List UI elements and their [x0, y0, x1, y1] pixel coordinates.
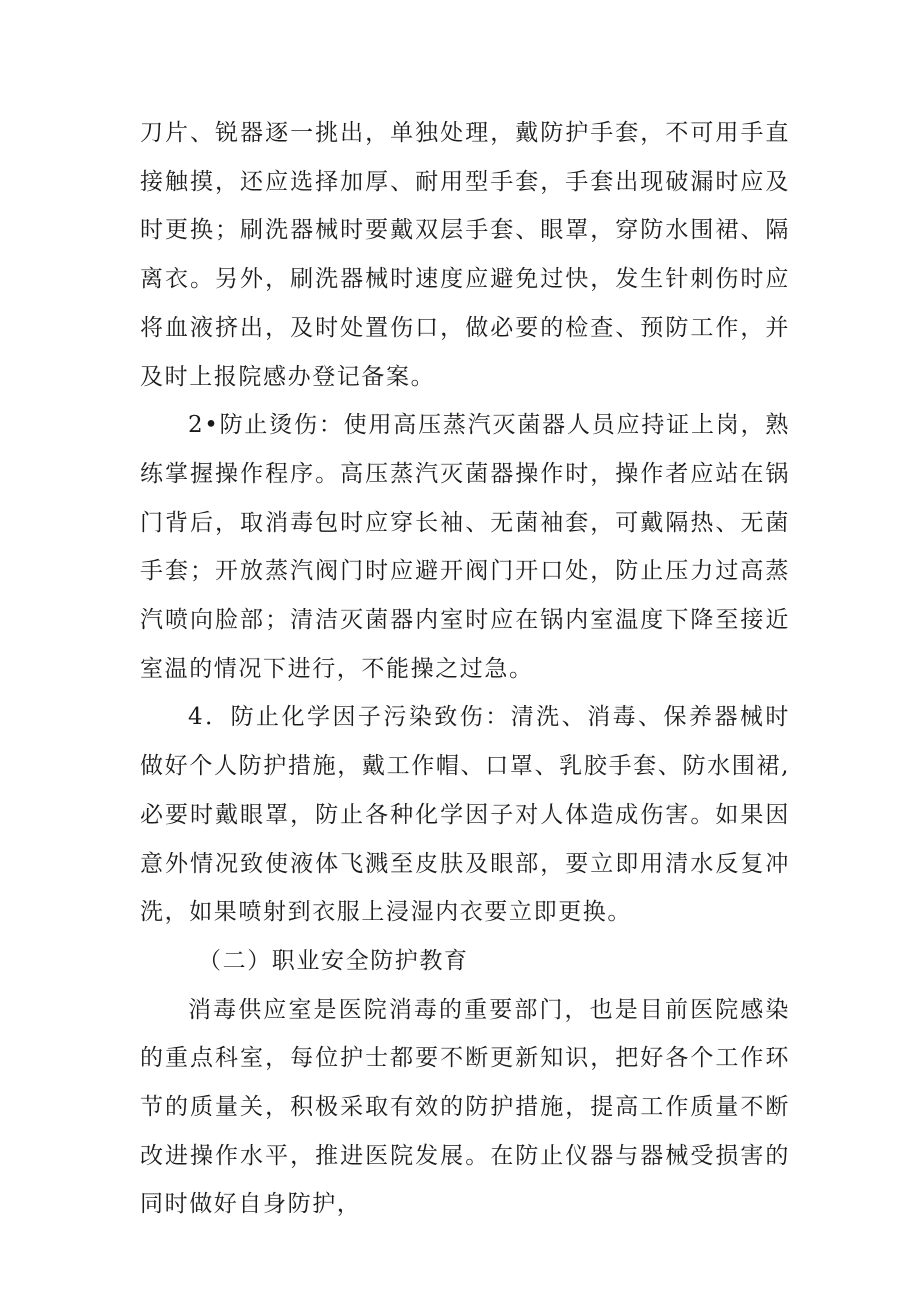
- document-body: [140, 109, 790, 1229]
- section-heading: （二）职业安全防护教育: [198, 947, 469, 974]
- paragraph-sharps-handling: 刀片、锐器逐一挑出，单独处理，戴防护手套，不可用手直接触摸，还应选择加厚、耐用型手套，手套出现破漏时应及时更换；刷洗器械时要戴双层手套、眼罩，穿防水围裙、隔离衣。另外，刷洗器械时速度应避免过快，发生针刺伤时应将血液挤出，及时处置伤口，做必要的检查、预防工作，并及时上报院感办登记备案。: [140, 120, 790, 390]
- paragraph-safety-education: 消毒供应室是医院消毒的重要部门，也是目前医院感染的重点科室，每位护士都要不断更新知识，把好各个工作环节的质量关，积极采取有效的防护措施，提高工作质量不断改进操作水平，推进医院发展。在防止仪器与器械受损害的同时做好自身防护，: [140, 996, 790, 1218]
- paragraph-burn-prevention: 2•防止烫伤：使用高压蒸汽灭菌器人员应持证上岗，熟练掌握操作程序。高压蒸汽灭菌器操作时，操作者应站在锅门背后，取消毒包时应穿长袖、无菌袖套，可戴隔热、无菌手套；开放蒸汽阀门时应避开阀门开口处，防止压力过高蒸汽喷向脸部；清洁灭菌器内室时应在锅内室温度下降至接近室温的情况下进行，不能操之过急。: [140, 412, 790, 682]
- paragraph-chemical-prevention: 4．防止化学因子污染致伤：清洗、消毒、保养器械时做好个人防护措施，戴工作帽、口罩、乳胶手套、防水围裙,必要时戴眼罩，防止各种化学因子对人体造成伤害。如果因意外情况致使液体飞溅至皮肤及眼部，要立即用清水反复冲洗，如果喷射到衣服上浸湿内衣要立即更换。: [140, 704, 790, 926]
